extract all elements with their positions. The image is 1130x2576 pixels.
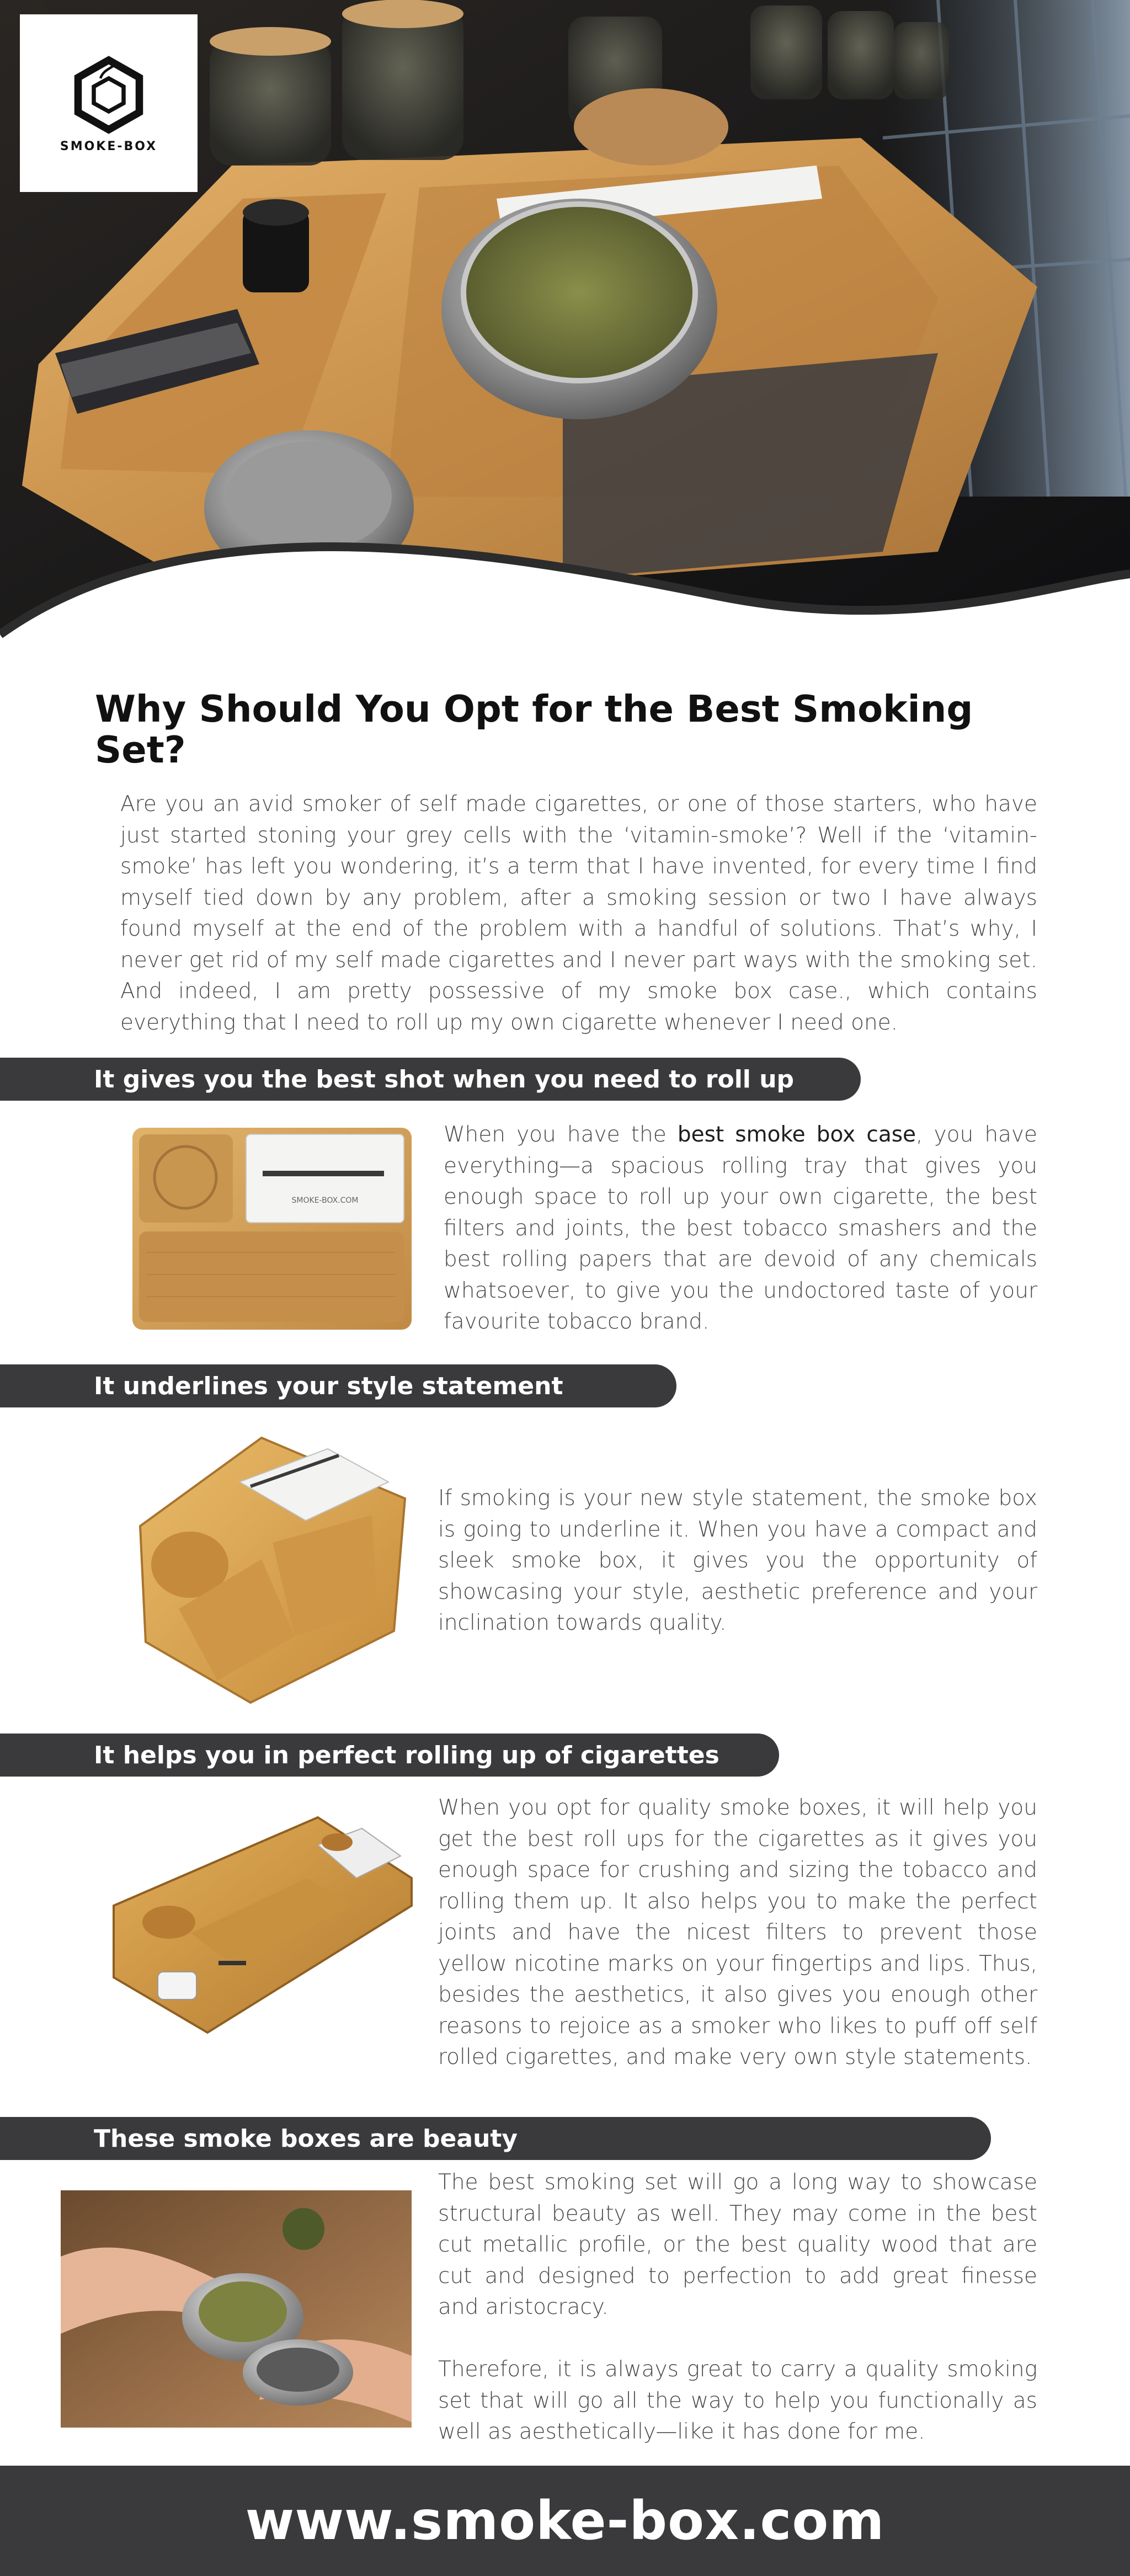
section-heading: It helps you in perfect rolling up of cigarettes [94,1741,719,1769]
section-text: If smoking is your new style statement, the smoke box is going to underline it. When you have a compact and sleek smoke box, it gives you the opportunity of showcasing your style, aesthetic preference and your inclination towards quality. [438,1486,1037,1635]
tray-label: SMOKE-BOX.COM [291,1196,359,1205]
section-text: When you have the best smoke box case, you have everything—a spacious rolling tray that gives you enough space to roll up your own cigarette, the best filters and joints, the best tobacco smashers and the best rolling papers that are devoid of any chemicals whatsoever, to give you the undoctored taste of your favourite tobacco brand. [444,1122,1038,1334]
rolling-tray-image [130,1126,414,1332]
section-heading-bar [0,1058,861,1101]
section-heading-bar [0,1734,779,1777]
grinder-hands-image [61,2190,412,2428]
section-text-closing: Therefore, it is always great to carry a quality smoking set that will go all the way to help you functionally as well as aesthetically—like it has done for me. [438,2357,1037,2444]
website-link[interactable]: www.smoke-box.com [245,2490,885,2552]
section-heading: These smoke boxes are beauty [94,2124,518,2153]
hexagon-logo-icon [67,54,150,136]
page-title: Why Should You Opt for the Best Smoking Set? [95,687,973,771]
brand-logo[interactable] [20,14,198,192]
hero-banner [0,0,1130,662]
section-heading: It underlines your style statement [94,1372,563,1400]
section-heading-bar [0,1364,676,1407]
section-heading-bar [0,2117,991,2160]
open-box-image [108,1795,417,2060]
logo-text: SMOKE-BOX [60,139,158,153]
intro-paragraph: Are you an avid smoker of self made cigarettes, or one of those starters, who have just started stoning your grey cells with the ‘vitamin-smoke’? Well if the ‘vitamin-smoke’ has left you wondering, it’s a term that I have invented, for every time I find myself tied down by any problem, after a smoking session or two I have always found myself at the end of the problem with a handful of solutions. That’s why, I never get rid of my self made cigarettes and I never part ways with the smoking set. And indeed, I am pretty possessive of my smoke box case., which contains everything that I need to roll up my own cigarette whenever I need one. [120,792,1037,1035]
section-heading: It gives you the best shot when you need to roll up [94,1065,795,1094]
section-text: When you opt for quality smoke boxes, it will help you get the best roll ups for the cigarettes as it gives you enough space for crushing and sizing the tobacco and rolling them up. It also helps you to make the perfect joints and have the nicest filters to prevent those yellow nicotine marks on your fingertips and lips. Thus, besides the aesthetics, it also gives you enough other reasons to rejoice as a smoker who likes to puff off self rolled cigarettes, and make very own style statements. [438,1795,1037,2070]
angled-tray-image [129,1427,422,1714]
footer-bar [0,2466,1130,2576]
section-text: The best smoking set will go a long way to showcase structural beauty as well. They may come in the best cut metallic profile, or the best quality wood that are cut and designed to perfection to add great finesse and aristocracy. [438,2170,1037,2319]
